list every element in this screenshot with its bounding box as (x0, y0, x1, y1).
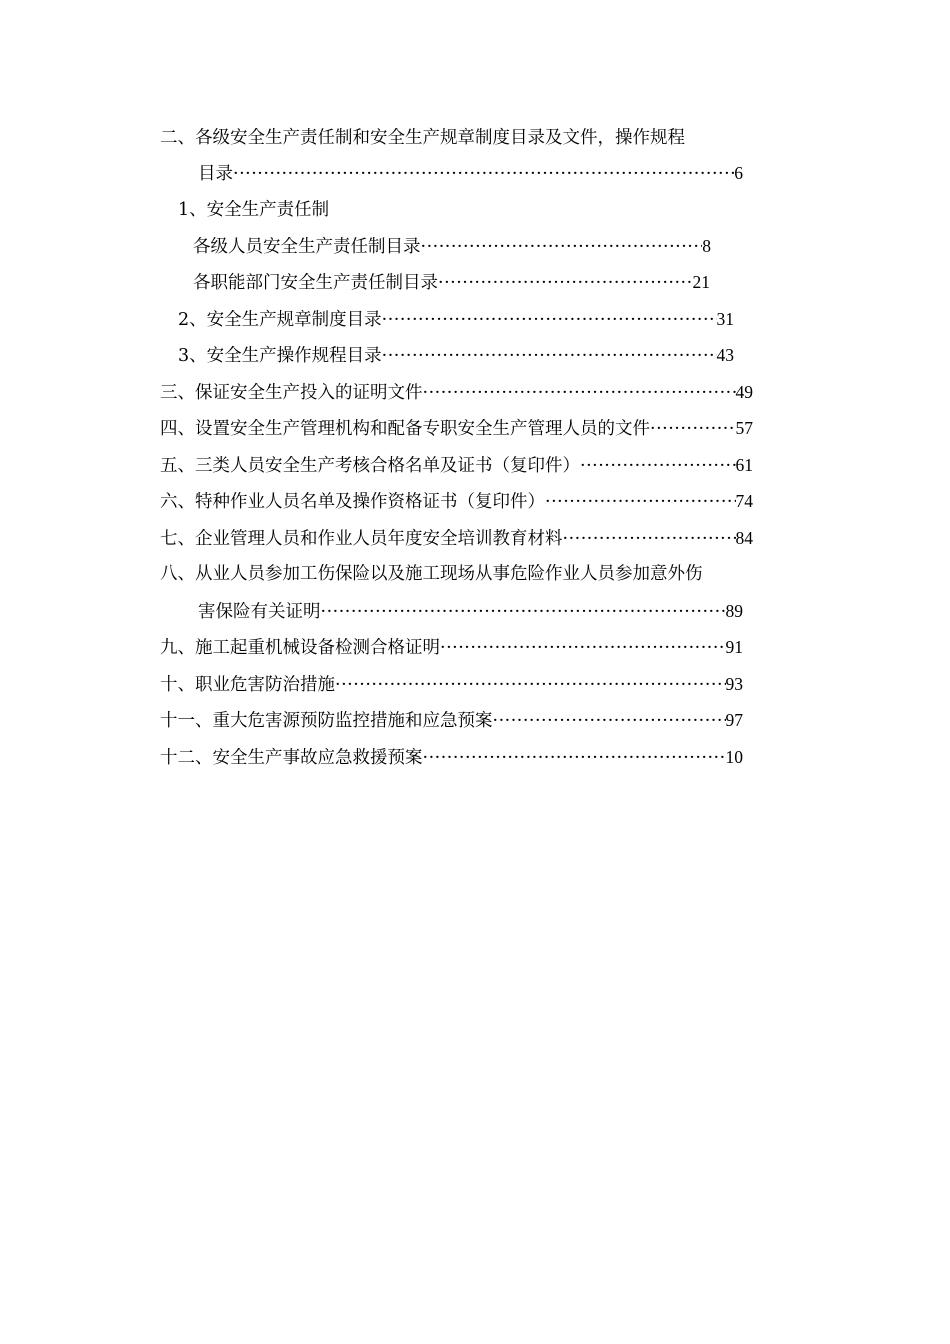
toc-page-number: 43 (716, 345, 734, 365)
toc-entry-4[interactable] (160, 412, 753, 444)
toc-entry-text: 2、安全生产规章制度目录 (178, 310, 382, 330)
toc-entry-3[interactable] (160, 376, 753, 408)
toc-entry-text: 各职能部门安全生产责任制目录 (193, 273, 438, 293)
toc-entry-text: 害保险有关证明 (198, 602, 321, 622)
toc-entry-text: 十二、安全生产事故应急救援预案 (160, 748, 423, 768)
toc-page-number: 21 (692, 272, 710, 292)
toc-page-number: 91 (725, 637, 743, 657)
toc-page-number: 97 (725, 710, 743, 730)
toc-page-number: 31 (716, 309, 734, 329)
toc-entry-9[interactable] (160, 631, 743, 663)
toc-leader-dots (421, 231, 703, 262)
toc-page-number: 49 (735, 382, 753, 402)
toc-entry-2-2[interactable] (178, 303, 734, 335)
toc-entry-text: 三、保证安全生产投入的证明文件 (160, 383, 423, 403)
toc-entry-8 (160, 558, 760, 590)
toc-entry-text: 九、施工起重机械设备检测合格证明 (160, 638, 440, 658)
toc-leader-dots (423, 377, 736, 408)
toc-page-number: 74 (735, 491, 753, 511)
toc-leader-dots (580, 450, 736, 481)
toc-leader-dots (563, 523, 736, 554)
toc-entry-2-1-b[interactable] (193, 266, 710, 298)
toc-leader-dots (382, 304, 717, 335)
toc-page-number: 61 (735, 455, 753, 475)
toc-entry-text: 目录 (198, 164, 233, 184)
toc-page-number: 10 (725, 747, 743, 767)
toc-page-number: 6 (734, 163, 743, 183)
toc-leader-dots (423, 742, 726, 773)
toc-entry-8-cont[interactable] (198, 595, 743, 627)
toc-page-number: 93 (725, 674, 743, 694)
toc-entry-2-1 (178, 194, 578, 226)
toc-entry-12[interactable] (160, 741, 743, 773)
toc-entry-2-cont[interactable] (198, 157, 743, 189)
toc-page-number: 84 (735, 528, 753, 548)
toc-entry-10[interactable] (160, 668, 743, 700)
toc-leader-dots (493, 705, 726, 736)
toc-entry-text: 四、设置安全生产管理机构和配备专职安全生产管理人员的文件 (160, 419, 650, 439)
toc-entry-text: 十一、重大危害源预防监控措施和应急预案 (160, 711, 493, 731)
toc-leader-dots (650, 413, 736, 444)
toc-entry-2 (160, 122, 760, 154)
toc-entry-6[interactable] (160, 485, 753, 517)
toc-entry-5[interactable] (160, 449, 753, 481)
toc-entry-11[interactable] (160, 704, 743, 736)
toc-page-number: 89 (725, 601, 743, 621)
toc-leader-dots (321, 596, 726, 627)
toc-entry-7[interactable] (160, 522, 753, 554)
toc-leader-dots (233, 158, 734, 189)
toc-entry-text: 六、特种作业人员名单及操作资格证书（复印件） (160, 492, 545, 512)
toc-page-number: 57 (735, 418, 753, 438)
toc-leader-dots (438, 267, 693, 298)
toc-entry-text: 1、安全生产责任制 (178, 200, 330, 220)
toc-leader-dots (440, 632, 726, 663)
toc-entry-text: 八、从业人员参加工伤保险以及施工现场从事危险作业人员参加意外伤 (160, 564, 703, 584)
toc-leader-dots (545, 486, 736, 517)
toc-entry-text: 3、安全生产操作规程目录 (178, 346, 382, 366)
toc-leader-dots (335, 669, 726, 700)
toc-page-number: 8 (702, 236, 711, 256)
toc-entry-2-3[interactable] (178, 339, 734, 371)
toc-entry-text: 五、三类人员安全生产考核合格名单及证书（复印件） (160, 456, 580, 476)
toc-leader-dots (382, 340, 717, 371)
toc-entry-text: 各级人员安全生产责任制目录 (193, 237, 421, 257)
toc-entry-2-1-a[interactable] (193, 230, 711, 262)
toc-entry-text: 十、职业危害防治措施 (160, 675, 335, 695)
toc-entry-text: 七、企业管理人员和作业人员年度安全培训教育材料 (160, 529, 563, 549)
toc-entry-text: 二、各级安全生产责任制和安全生产规章制度目录及文件，操作规程 (160, 128, 685, 148)
